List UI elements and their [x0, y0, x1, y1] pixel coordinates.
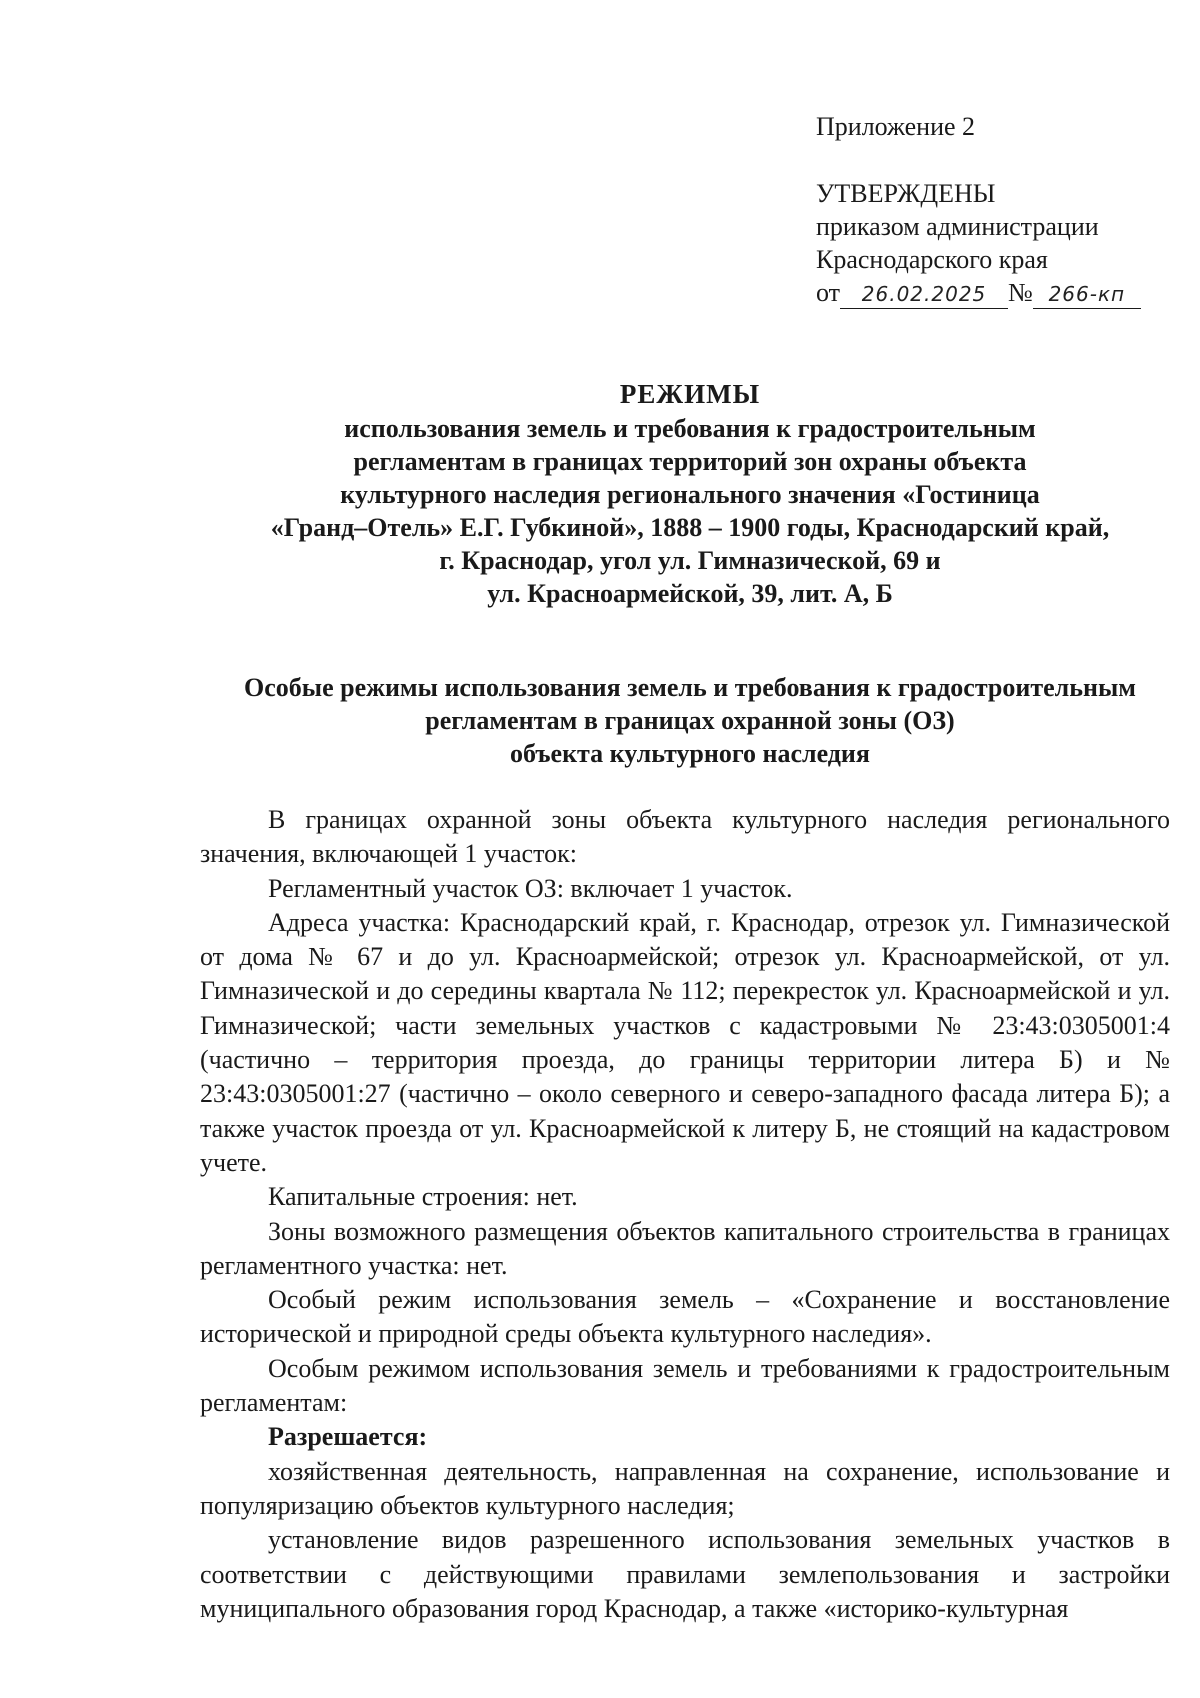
approved-label: УТВЕРЖДЕНЫ [816, 179, 996, 208]
paragraph: Особый режим использования земель – «Сохранение и восстановление исторической и природной среды объекта культурного наследия». [200, 1285, 1170, 1349]
handwritten-number: 266-кп [1033, 280, 1141, 309]
approved-by-line-2: Краснодарского края [816, 245, 1048, 274]
approved-by-line-1: приказом администрации [816, 212, 1099, 241]
from-prefix: от [816, 278, 841, 307]
appendix-label: Приложение 2 [816, 112, 976, 141]
title-line: регламентам в границах территорий зон охраны объекта [353, 447, 1027, 476]
order-date-number [816, 276, 1176, 309]
section-heading-line: Особые режимы использования земель и требования к градостроительным [244, 673, 1136, 702]
paragraph: Адреса участка: Краснодарский край, г. Краснодар, отрезок ул. Гимназической от дома № 67 и до ул. Красноармейской; отрезок ул. Красноармейской, от ул. Гимназической и до середины квартала № 112; перекресток ул. Красноармейской и ул. Гимназической; части земельных участков с кадастровыми № 23:43:0305001:4 (частично – территория проезда, до границы территории литера Б) и № 23:43:0305001:27 (частично – около северного и северо-западного фасада литера Б); а также участок проезда от ул. Красноармейской к литеру Б, не стоящий на кадастровом учете. [200, 907, 1170, 1177]
body-text [200, 803, 1170, 1626]
paragraph: Регламентный участок ОЗ: включает 1 участок. [268, 873, 793, 903]
title-line: использования земель и требования к градостроительным [344, 414, 1036, 443]
number-sign: № [1008, 278, 1033, 307]
paragraph: установление видов разрешенного использования земельных участков в соответствии с действующими правилами землепользования и застройки муниципального образования город Краснодар, а также «историко-культурная [200, 1525, 1170, 1623]
section-heading-line: объекта культурного наследия [510, 739, 870, 768]
paragraph: Капитальные строения: нет. [268, 1182, 578, 1212]
title-line: ул. Красноармейской, 39, лит. А, Б [487, 579, 893, 608]
paragraph: Зоны возможного размещения объектов капитального строительства в границах регламентного участка: нет. [200, 1216, 1170, 1280]
handwritten-date: 26.02.2025 [840, 280, 1008, 309]
title-line: «Гранд–Отель» Е.Г. Губкиной», 1888 – 1900 годы, Краснодарский край, [270, 513, 1110, 542]
paragraph: Особым режимом использования земель и требованиями к градостроительным регламентам: [200, 1353, 1170, 1418]
title-main: РЕЖИМЫ [619, 379, 761, 409]
paragraph: В границах охранной зоны объекта культурного наследия регионального значения, включающей 1 участок: [200, 805, 1170, 869]
paragraph: хозяйственная деятельность, направленная на сохранение, использование и популяризацию объектов культурного наследия; [200, 1456, 1170, 1520]
title-line: г. Краснодар, угол ул. Гимназической, 69 и [439, 546, 941, 575]
title-line: культурного наследия регионального значения «Гостиница [340, 480, 1040, 509]
section-heading [190, 671, 1190, 770]
approval-block [816, 110, 1176, 309]
document-title [190, 378, 1190, 610]
section-heading-line: регламентам в границах охранной зоны (ОЗ) [425, 706, 955, 735]
permitted-heading: Разрешается: [268, 1422, 428, 1452]
